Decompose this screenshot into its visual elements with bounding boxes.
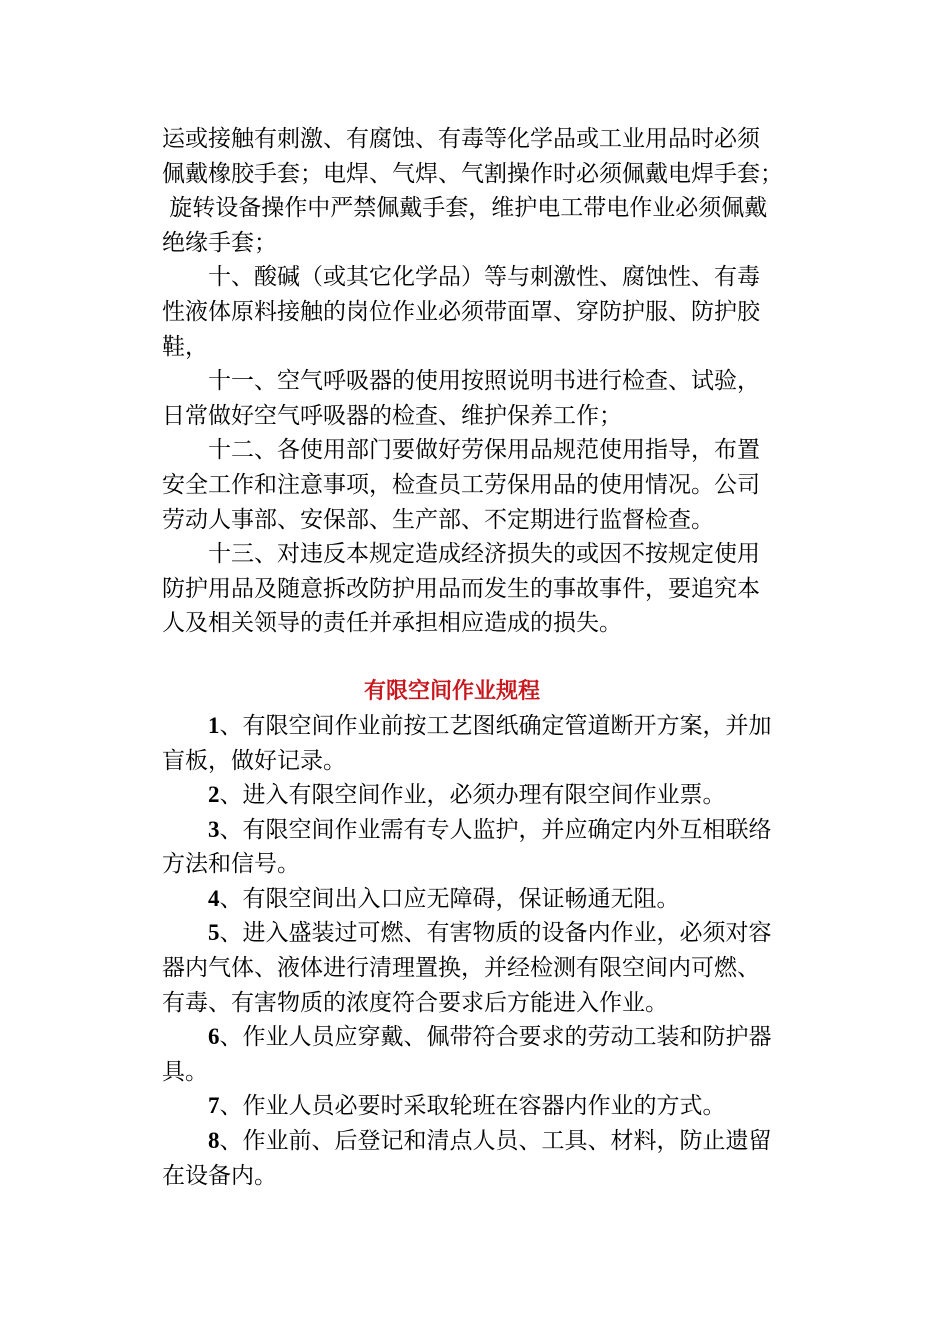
list-item	[162, 1124, 802, 1193]
text-line: 方法和信号。	[162, 851, 300, 878]
list-item	[162, 813, 802, 882]
text-line: 十二、各使用部门要做好劳保用品规范使用指导，布置	[208, 437, 760, 464]
item-text: 、作业人员应穿戴、佩带符合要求的劳动工装和防护器	[219, 1024, 772, 1051]
text-line	[162, 1020, 802, 1055]
item-text: 、有限空间出入口应无障碍，保证畅通无阻。	[219, 885, 680, 912]
item-text: 、有限空间作业需有专人监护，并应确定内外互相联络	[219, 816, 772, 843]
item-text: 、进入盛装过可燃、有害物质的设备内作业，必须对容	[219, 920, 772, 947]
item-text: 、作业人员必要时采取轮班在容器内作业的方式。	[219, 1093, 726, 1120]
item-number: 5	[208, 920, 220, 946]
text-line	[162, 916, 802, 951]
section-confined-space	[162, 675, 802, 1193]
text-line	[162, 709, 802, 744]
text-line: 具。	[162, 1058, 208, 1085]
paragraph-rule-10	[162, 260, 802, 364]
text-line: 安全工作和注意事项，检查员工劳保用品的使用情况。公司	[162, 471, 760, 498]
paragraph-rule-13	[162, 537, 802, 641]
list-item	[162, 1089, 802, 1124]
item-text: 、作业前、后登记和清点人员、工具、材料，防止遗留	[219, 1128, 772, 1155]
text-line: 日常做好空气呼吸器的检查、维护保养工作；	[162, 402, 622, 429]
text-line: 性液体原料接触的岗位作业必须带面罩、穿防护服、防护胶	[162, 298, 760, 325]
text-line: 盲板，做好记录。	[162, 747, 346, 774]
document-page	[162, 122, 802, 1193]
item-number: 2	[208, 782, 220, 808]
text-line	[162, 1089, 802, 1124]
text-line: 劳动人事部、安保部、生产部、不定期进行监督检查。	[162, 506, 714, 533]
text-line: 十三、对违反本规定造成经济损失的或因不按规定使用	[208, 541, 760, 568]
text-line: 旋转设备操作中严禁佩戴手套，维护电工带电作业必须佩戴	[162, 195, 768, 222]
text-line: 器内气体、液体进行清理置换，并经检测有限空间内可燃、	[162, 955, 760, 982]
text-line: 十一、空气呼吸器的使用按照说明书进行检查、试验，	[208, 368, 760, 395]
list-item	[162, 916, 802, 1020]
item-number: 3	[208, 816, 220, 842]
text-line: 防护用品及随意拆改防护用品而发生的事故事件，要追究本	[162, 575, 760, 602]
text-line: 绝缘手套；	[162, 229, 277, 256]
section-ppe-rules	[162, 122, 802, 641]
item-number: 1	[208, 712, 220, 738]
list-item	[162, 1020, 802, 1089]
paragraph-gloves	[162, 122, 802, 260]
text-line: 十、酸碱（或其它化学品）等与刺激性、腐蚀性、有毒	[208, 264, 760, 291]
paragraph-rule-11	[162, 364, 802, 433]
text-line: 有毒、有害物质的浓度符合要求后方能进入作业。	[162, 989, 668, 1016]
section-title: 有限空间作业规程	[363, 678, 540, 704]
text-line: 人及相关领导的责任并承担相应造成的损失。	[162, 610, 622, 637]
text-line	[162, 882, 802, 917]
item-text: 、进入有限空间作业，必须办理有限空间作业票。	[219, 782, 726, 809]
text-line: 运或接触有刺激、有腐蚀、有毒等化学品或工业用品时必须	[162, 126, 760, 152]
item-number: 7	[208, 1093, 220, 1119]
list-item	[162, 882, 802, 917]
text-line: 在设备内。	[162, 1162, 277, 1189]
text-line: 鞋，	[162, 333, 208, 360]
item-number: 6	[208, 1024, 220, 1050]
text-line	[162, 778, 802, 813]
list-item	[162, 778, 802, 813]
text-line	[162, 813, 802, 848]
item-number: 4	[208, 885, 220, 911]
item-text: 、有限空间作业前按工艺图纸确定管道断开方案，并加	[219, 712, 772, 739]
list-item	[162, 709, 802, 778]
text-line: 佩戴橡胶手套；电焊、气焊、气割操作时必须佩戴电焊手套；	[162, 160, 783, 187]
paragraph-rule-12	[162, 433, 802, 537]
item-number: 8	[208, 1128, 220, 1154]
text-line	[162, 1124, 802, 1159]
